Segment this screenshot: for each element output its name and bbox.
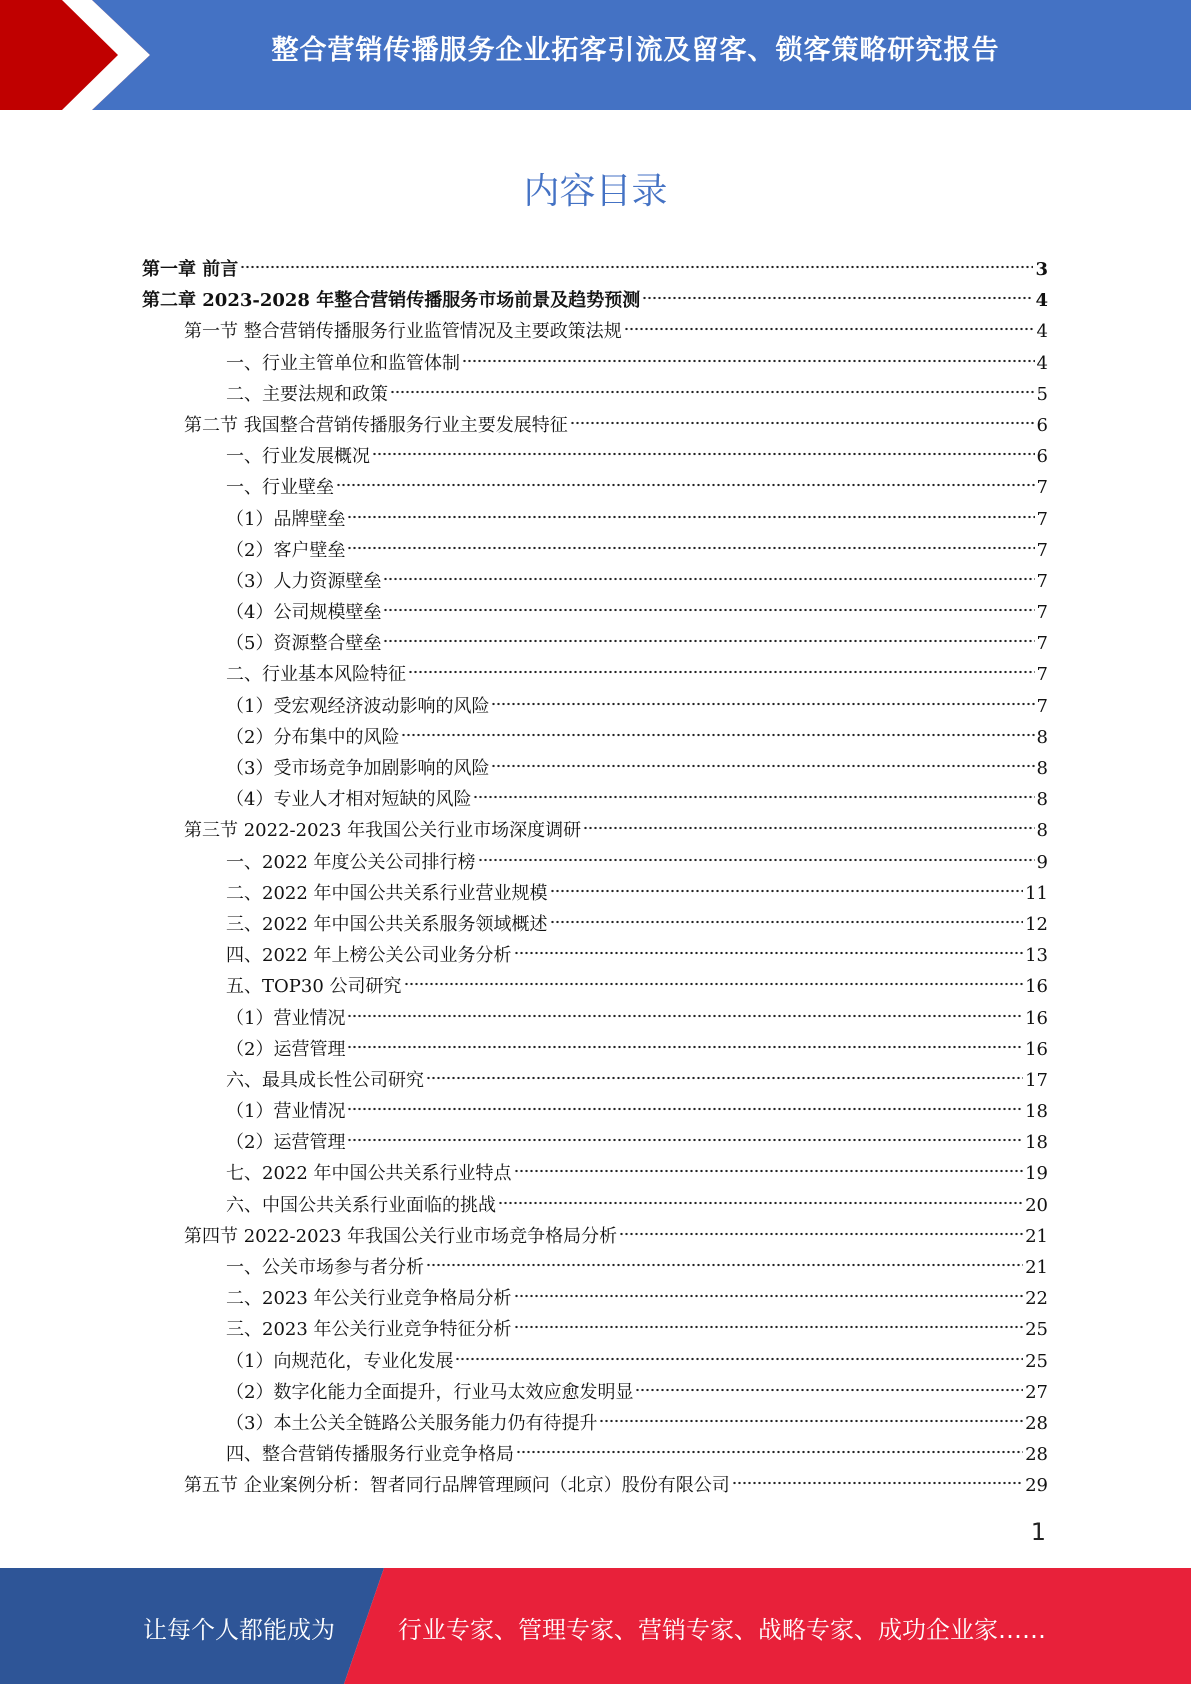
toc-entry-label: 六、中国公共关系行业面临的挑战: [226, 1194, 496, 1216]
toc-entry-page: 4: [1036, 321, 1048, 343]
toc-entry[interactable]: [142, 1377, 1048, 1408]
toc-entry-page: 21: [1025, 1257, 1048, 1278]
toc-dot-leader: [516, 1449, 1023, 1455]
toc-entry-page: 13: [1025, 945, 1048, 967]
toc-dot-leader: [635, 1387, 1023, 1393]
toc-entry[interactable]: [142, 379, 1048, 410]
toc-entry-label: 五、TOP30 公司研究: [226, 976, 402, 998]
report-title: 整合营销传播服务企业拓客引流及留客、锁客策略研究报告: [271, 35, 1000, 66]
toc-entry-label: （2）分布集中的风险: [226, 726, 400, 748]
toc-entry-page: 18: [1025, 1132, 1048, 1154]
toc-entry-label: （2）客户壁垒: [226, 539, 346, 561]
toc-entry-page: 7: [1036, 695, 1048, 717]
toc-entry-label: 第一章 前言: [142, 259, 239, 280]
toc-entry-page: 4: [1036, 352, 1048, 374]
table-of-contents: [142, 254, 1048, 1502]
toc-entry-label: 第一节 整合营销传播服务行业监管情况及主要政策法规: [184, 321, 622, 343]
toc-dot-leader: [347, 514, 1034, 520]
toc-entry-page: 29: [1025, 1475, 1048, 1497]
toc-dot-leader: [336, 482, 1035, 488]
toc-entry[interactable]: [142, 348, 1048, 379]
toc-entry-label: 一、行业主管单位和监管体制: [226, 352, 460, 374]
toc-entry-page: 19: [1025, 1163, 1048, 1185]
toc-entry[interactable]: [142, 1127, 1048, 1158]
toc-entry-label: 第五节 企业案例分析：智者同行品牌管理顾问（北京）股份有限公司: [184, 1475, 730, 1497]
toc-entry[interactable]: [142, 472, 1048, 503]
toc-entry[interactable]: [142, 254, 1048, 285]
toc-entry[interactable]: [142, 1158, 1048, 1189]
toc-entry-label: （1）向规范化，专业化发展: [226, 1350, 454, 1372]
toc-entry[interactable]: [142, 316, 1048, 347]
toc-entry-label: （3）受市场竞争加剧影响的风险: [226, 758, 490, 779]
toc-entry-page: 25: [1025, 1350, 1048, 1372]
toc-entry-label: （2）运营管理: [226, 1132, 346, 1154]
toc-entry-page: 8: [1036, 758, 1048, 779]
toc-dot-leader: [570, 420, 1035, 426]
toc-entry[interactable]: [142, 1252, 1048, 1283]
toc-entry[interactable]: [142, 659, 1048, 690]
toc-dot-leader: [642, 295, 1033, 301]
toc-dot-leader: [550, 919, 1024, 925]
toc-entry-page: 28: [1025, 1444, 1048, 1466]
toc-entry[interactable]: [142, 1065, 1048, 1096]
toc-dot-leader: [462, 358, 1035, 364]
toc-entry[interactable]: [142, 410, 1048, 441]
toc-entry-page: 21: [1025, 1225, 1048, 1247]
toc-dot-leader: [347, 545, 1034, 551]
toc-entry[interactable]: [142, 597, 1048, 628]
toc-entry-page: 25: [1025, 1319, 1048, 1341]
toc-dot-leader: [347, 1013, 1023, 1019]
toc-dot-leader: [383, 576, 1034, 582]
toc-entry[interactable]: [142, 1314, 1048, 1345]
toc-dot-leader: [426, 1262, 1023, 1268]
toc-entry-label: （2）数字化能力全面提升，行业马太效应愈发明显: [226, 1381, 634, 1403]
toc-entry[interactable]: [142, 1190, 1048, 1221]
toc-dot-leader: [514, 1324, 1024, 1330]
toc-entry-page: 11: [1025, 882, 1048, 904]
toc-entry-label: （3）本土公关全链路公关服务能力仍有待提升: [226, 1412, 598, 1434]
toc-entry-label: 二、主要法规和政策: [226, 383, 388, 405]
toc-entry[interactable]: [142, 815, 1048, 846]
toc-entry-label: 四、整合营销传播服务行业竞争格局: [226, 1444, 514, 1466]
toc-dot-leader: [491, 763, 1034, 769]
toc-entry[interactable]: [142, 847, 1048, 878]
toc-dot-leader: [347, 1044, 1023, 1050]
toc-entry[interactable]: [142, 535, 1048, 566]
toc-dot-leader: [383, 638, 1034, 644]
toc-dot-leader: [619, 1231, 1023, 1237]
toc-dot-leader: [408, 669, 1035, 675]
toc-entry-label: 四、2022 年上榜公关公司业务分析: [226, 945, 512, 967]
toc-entry-page: 7: [1036, 477, 1048, 499]
toc-dot-leader: [455, 1356, 1023, 1362]
toc-dot-leader: [404, 981, 1024, 987]
toc-dot-leader: [390, 389, 1035, 395]
toc-dot-leader: [583, 825, 1034, 831]
toc-entry[interactable]: [142, 691, 1048, 722]
toc-dot-leader: [514, 1293, 1024, 1299]
footer-slogan-left: 让每个人都能成为: [143, 1616, 335, 1644]
toc-heading: 内容目录: [523, 171, 668, 212]
toc-dot-leader: [550, 888, 1024, 894]
toc-entry-label: （1）营业情况: [226, 1101, 346, 1123]
toc-entry-label: （4）专业人才相对短缺的风险: [226, 789, 472, 811]
toc-entry-page: 12: [1025, 913, 1048, 935]
toc-dot-leader: [732, 1480, 1023, 1486]
toc-entry[interactable]: [142, 722, 1048, 753]
toc-entry-label: （2）运营管理: [226, 1038, 346, 1060]
toc-entry[interactable]: [142, 784, 1048, 815]
toc-entry-label: 六、最具成长性公司研究: [226, 1069, 424, 1091]
toc-entry-page: 22: [1025, 1288, 1048, 1310]
toc-entry[interactable]: [142, 909, 1048, 940]
toc-entry[interactable]: [142, 1034, 1048, 1065]
toc-entry-label: （3）人力资源壁垒: [226, 570, 382, 592]
toc-entry-label: 一、行业壁垒: [226, 477, 334, 499]
toc-dot-leader: [426, 1075, 1023, 1081]
toc-entry-label: 二、2022 年中国公共关系行业营业规模: [226, 882, 548, 904]
toc-entry-page: 4: [1035, 290, 1048, 312]
toc-entry-page: 5: [1036, 383, 1048, 405]
toc-entry-page: 7: [1036, 664, 1048, 686]
toc-dot-leader: [624, 326, 1035, 332]
toc-entry-page: 16: [1025, 1038, 1048, 1060]
toc-entry-page: 6: [1036, 446, 1048, 468]
toc-dot-leader: [240, 264, 1033, 270]
toc-dot-leader: [347, 1137, 1023, 1143]
toc-entry[interactable]: [142, 1470, 1048, 1501]
toc-entry[interactable]: [142, 504, 1048, 535]
toc-entry-label: 第二节 我国整合营销传播服务行业主要发展特征: [184, 414, 568, 436]
toc-entry-label: 第二章 2023-2028 年整合营销传播服务市场前景及趋势预测: [142, 290, 641, 312]
toc-entry[interactable]: [142, 1439, 1048, 1470]
toc-dot-leader: [372, 451, 1035, 457]
toc-entry-label: 一、2022 年度公关公司排行榜: [226, 851, 476, 873]
toc-entry-label: （1）品牌壁垒: [226, 508, 346, 530]
toc-entry-page: 8: [1036, 789, 1048, 811]
toc-entry-page: 7: [1036, 633, 1048, 655]
toc-dot-leader: [498, 1200, 1023, 1206]
toc-entry-page: 7: [1036, 539, 1048, 561]
toc-entry[interactable]: [142, 566, 1048, 597]
toc-entry-label: （1）受宏观经济波动影响的风险: [226, 695, 490, 717]
toc-entry[interactable]: [142, 1346, 1048, 1377]
toc-entry[interactable]: [142, 971, 1048, 1002]
toc-entry-page: 7: [1036, 508, 1048, 530]
toc-entry-page: 6: [1036, 414, 1048, 436]
footer-banner: [0, 1568, 1191, 1684]
toc-entry-page: 7: [1036, 602, 1048, 624]
toc-entry-page: 7: [1036, 570, 1048, 592]
toc-entry-page: 17: [1025, 1069, 1048, 1091]
toc-entry[interactable]: [142, 628, 1048, 659]
toc-entry-page: 16: [1025, 976, 1048, 998]
toc-entry[interactable]: [142, 1003, 1048, 1034]
toc-dot-leader: [491, 701, 1034, 707]
toc-entry[interactable]: [142, 1283, 1048, 1314]
toc-entry-label: 一、公关市场参与者分析: [226, 1257, 424, 1278]
toc-entry-label: 一、行业发展概况: [226, 446, 370, 468]
toc-dot-leader: [514, 950, 1024, 956]
toc-dot-leader: [401, 732, 1034, 738]
toc-entry-page: 27: [1025, 1381, 1048, 1403]
toc-entry-label: 三、2023 年公关行业竞争特征分析: [226, 1319, 512, 1341]
toc-entry-label: 二、2023 年公关行业竞争格局分析: [226, 1288, 512, 1310]
toc-entry[interactable]: [142, 1096, 1048, 1127]
toc-dot-leader: [478, 857, 1035, 863]
toc-entry[interactable]: [142, 1221, 1048, 1252]
toc-entry-page: 28: [1025, 1412, 1048, 1434]
toc-dot-leader: [383, 607, 1034, 613]
toc-entry[interactable]: [142, 285, 1048, 316]
toc-entry-page: 8: [1036, 726, 1048, 748]
toc-entry-label: （4）公司规模壁垒: [226, 602, 382, 624]
toc-entry-label: （1）营业情况: [226, 1007, 346, 1029]
toc-entry-page: 3: [1035, 259, 1048, 280]
header-banner: [0, 0, 1191, 110]
toc-entry-label: 三、2022 年中国公共关系服务领域概述: [226, 913, 548, 935]
toc-entry-page: 18: [1025, 1101, 1048, 1123]
toc-dot-leader: [473, 794, 1034, 800]
toc-entry[interactable]: [142, 1408, 1048, 1439]
toc-entry-label: （5）资源整合壁垒: [226, 633, 382, 655]
toc-entry-label: 第三节 2022-2023 年我国公关行业市场深度调研: [184, 820, 582, 842]
toc-entry-label: 二、行业基本风险特征: [226, 664, 406, 686]
toc-dot-leader: [599, 1418, 1023, 1424]
toc-entry[interactable]: [142, 441, 1048, 472]
toc-entry[interactable]: [142, 753, 1048, 784]
footer-slogan-right: 行业专家、管理专家、营销专家、战略专家、成功企业家……: [398, 1616, 1046, 1644]
toc-entry-label: 七、2022 年中国公共关系行业特点: [226, 1163, 512, 1185]
toc-dot-leader: [347, 1106, 1023, 1112]
toc-entry-page: 20: [1025, 1194, 1048, 1216]
toc-entry-page: 9: [1036, 851, 1048, 873]
toc-entry-page: 8: [1036, 820, 1048, 842]
toc-dot-leader: [514, 1168, 1024, 1174]
toc-entry-page: 16: [1025, 1007, 1048, 1029]
toc-entry-label: 第四节 2022-2023 年我国公关行业市场竞争格局分析: [184, 1225, 618, 1247]
page-number: 1: [1030, 1518, 1046, 1546]
toc-entry[interactable]: [142, 878, 1048, 909]
toc-entry[interactable]: [142, 940, 1048, 971]
